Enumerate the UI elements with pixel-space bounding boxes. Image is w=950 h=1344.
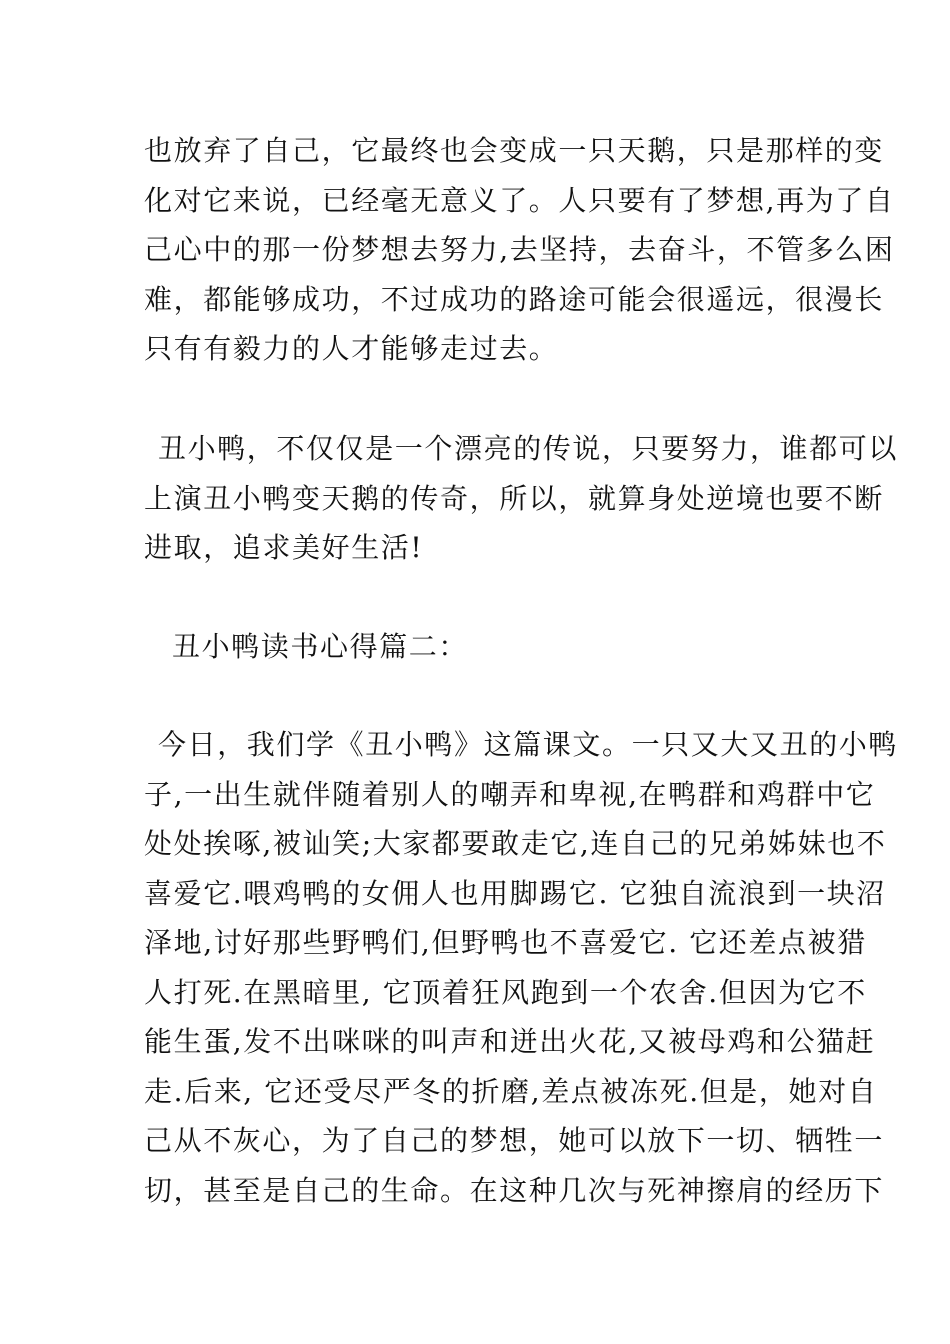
text-line: 处处挨啄,被讪笑;大家都要敢走它,连自己的兄弟姊妹也不 <box>144 827 887 860</box>
heading-text: 丑小鸭读书心得篇二： <box>172 630 469 663</box>
text-line: 己心中的那一份梦想去努力,去坚持，去奋斗，不管多么困 <box>144 233 895 266</box>
text-line: 进取，追求美好生活! <box>144 531 424 564</box>
text-line: 己从不灰心，为了自己的梦想，她可以放下一切、牺牲一 <box>144 1124 885 1157</box>
paragraph-legend <box>144 424 899 573</box>
text-line: 喜爱它.喂鸡鸭的女佣人也用脚踢它. 它独自流浪到一块沼 <box>144 876 886 910</box>
text-line: 切，甚至是自己的生命。在这种几次与死神擦肩的经历下 <box>144 1173 885 1207</box>
text-line: 丑小鸭，不仅仅是一个漂亮的传说，只要努力，谁都可以 <box>158 432 899 465</box>
text-line: 化对它来说，已经毫无意义了。人只要有了梦想,再为了自 <box>144 183 895 217</box>
text-line: 人打死.在黑暗里, 它顶着狂风跑到一个农舍.但因为它不 <box>144 975 867 1009</box>
paragraph-conclusion <box>144 126 895 374</box>
text-line: 子,一出生就伴随着别人的嘲弄和卑视,在鸭群和鸡群中它 <box>144 777 876 811</box>
paragraph-story <box>144 720 899 1215</box>
text-line: 难，都能够成功，不过成功的路途可能会很遥远，很漫长 <box>144 282 885 316</box>
text-line: 今日，我们学《丑小鸭》这篇课文。一只又大又丑的小鸭 <box>158 728 899 761</box>
text-line: 上演丑小鸭变天鹅的传奇，所以，就算身处逆境也要不断 <box>144 481 885 515</box>
text-line: 也放弃了自己，它最终也会变成一只天鹅，只是那样的变 <box>144 134 885 167</box>
section-heading <box>144 622 824 672</box>
text-line: 走.后来, 它还受尽严冬的折磨,差点被冻死.但是，她对自 <box>144 1074 878 1108</box>
text-line: 能生蛋,发不出咪咪的叫声和迸出火花,又被母鸡和公猫赶 <box>144 1025 876 1058</box>
text-line: 只有有毅力的人才能够走过去。 <box>144 332 559 365</box>
text-line: 泽地,讨好那些野鸭们,但野鸭也不喜爱它. 它还差点被猎 <box>144 926 867 959</box>
